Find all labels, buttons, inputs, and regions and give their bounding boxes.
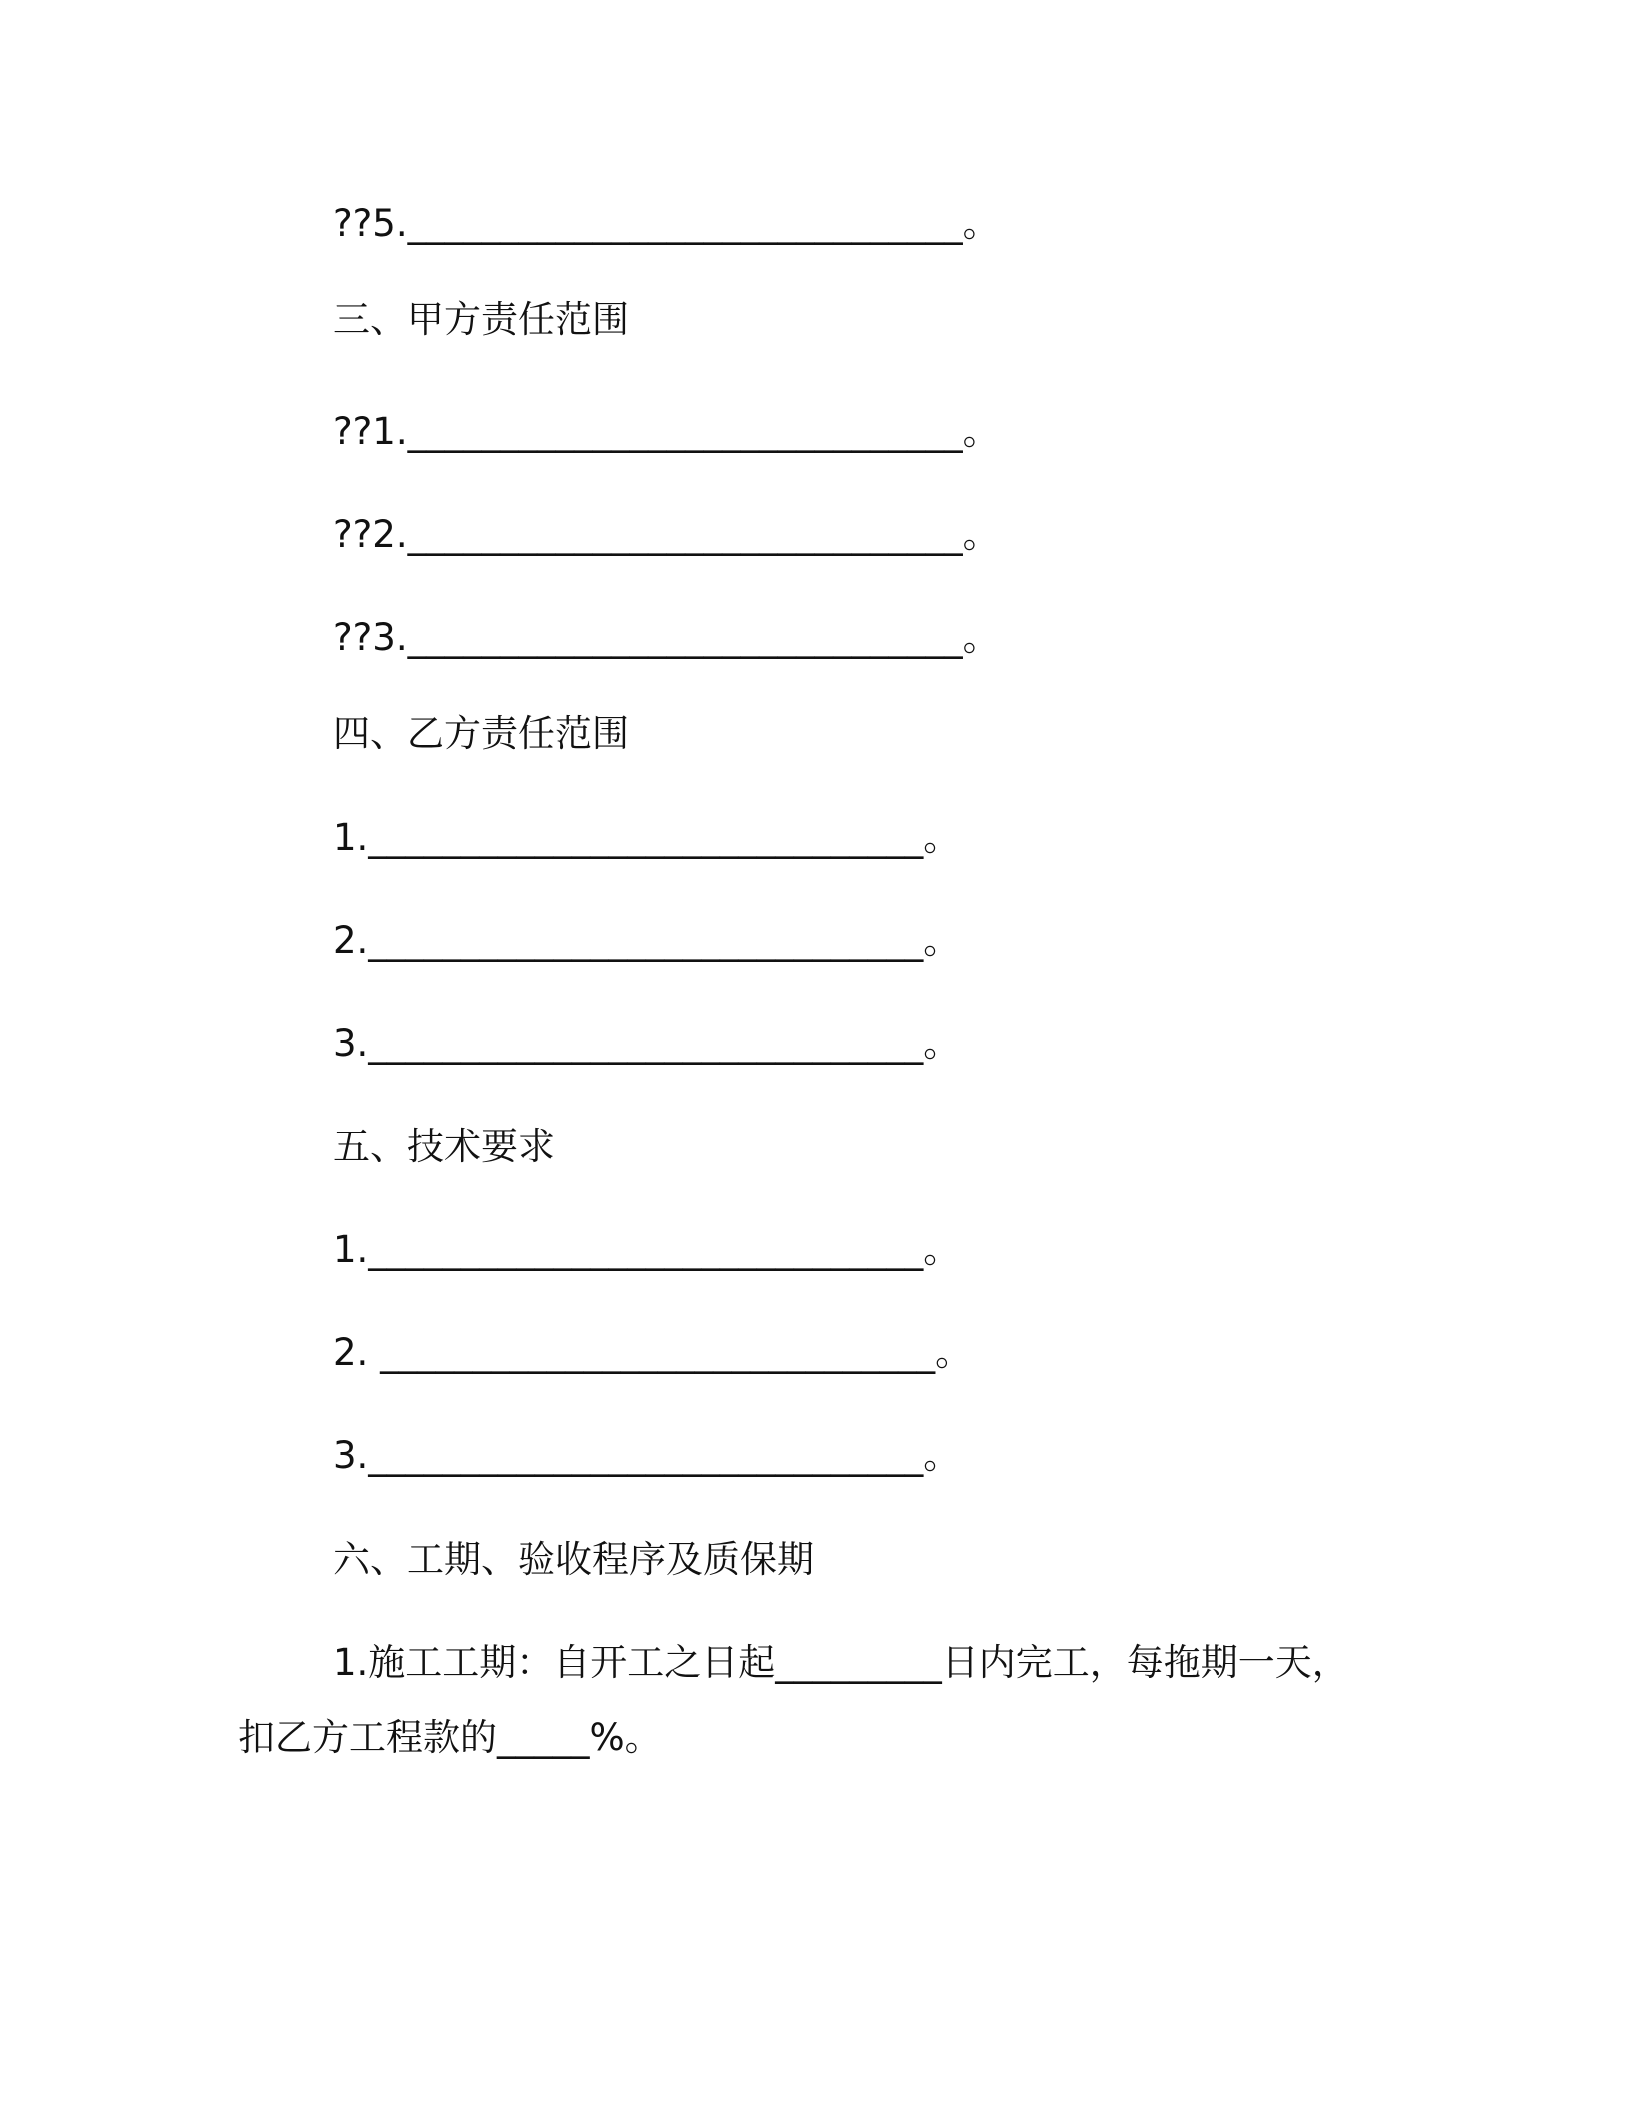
list-item: 2.______________________________。: [333, 919, 961, 962]
list-item: 3.______________________________。: [333, 1434, 961, 1477]
list-item: ??5.______________________________。: [333, 202, 1000, 245]
list-item: 1.______________________________。: [333, 1228, 961, 1271]
paragraph-line: 扣乙方工程款的_____%。: [238, 1716, 662, 1759]
section-heading: 五、技术要求: [333, 1125, 555, 1168]
section-heading: 四、乙方责任范围: [333, 712, 629, 755]
list-item: 2. ______________________________。: [333, 1331, 973, 1374]
list-item: ??2.______________________________。: [333, 513, 1000, 556]
section-heading: 六、工期、验收程序及质保期: [333, 1538, 814, 1581]
list-item: 3.______________________________。: [333, 1022, 961, 1065]
section-heading: 三、甲方责任范围: [333, 298, 629, 341]
list-item: ??1.______________________________。: [333, 410, 1000, 453]
list-item: 1.______________________________。: [333, 816, 961, 859]
paragraph-line: 1.施工工期：自开工之日起_________日内完工，每拖期一天，: [333, 1641, 1349, 1684]
list-item: ??3.______________________________。: [333, 616, 1000, 659]
